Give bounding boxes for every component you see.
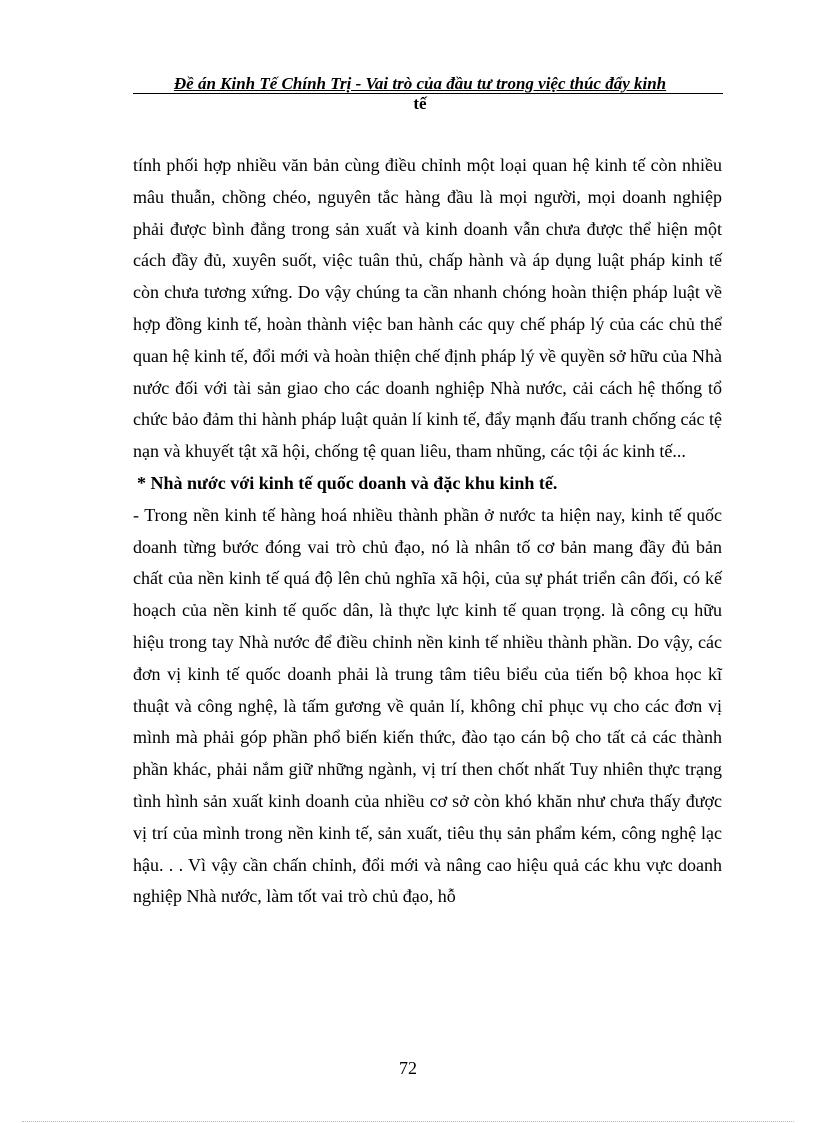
section-heading: * Nhà nước với kinh tế quốc doanh và đặc khu kinh tế. xyxy=(137,472,558,493)
header-title-line-1: Đề án Kinh Tế Chính Trị - Vai trò của đầu tư trong việc thúc đẩy kinh xyxy=(173,74,667,93)
page-bottom-edge xyxy=(22,1121,794,1122)
paragraph-1: tính phối hợp nhiều văn bản cùng điều chỉnh một loại quan hệ kinh tế còn nhiều mâu thuẫn, chồng chéo, nguyên tắc hàng đầu là mọi người, mọi doanh nghiệp phải được bình đẳng trong sản xuất và kinh doanh vẫn chưa được thể hiện một cách đầy đủ, xuyên suốt, việc tuân thủ, chấp hành và áp dụng luật pháp kinh tế còn chưa tương xứng. Do vậy chúng ta cần nhanh chóng hoàn thiện pháp luật về hợp đồng kinh tế, hoàn thành việc ban hành các quy chế pháp lý của các chủ thể quan hệ kinh tế, đổi mới và hoàn thiện chế định pháp lý về quyền sở hữu của Nhà nước đối với tài sản giao cho các doanh nghiệp Nhà nước, cải cách hệ thống tổ chức bảo đảm thi hành pháp luật quản lí kinh tế, đẩy mạnh đấu tranh chống các tệ nạn và khuyết tật xã hội, chống tệ quan liêu, tham nhũng, các tội ác kinh tế... xyxy=(133,155,722,462)
paragraph-2: - Trong nền kinh tế hàng hoá nhiều thành phần ở nước ta hiện nay, kinh tế quốc doanh từng bước đóng vai trò chủ đạo, nó là nhân tố cơ bản mang đầy đủ bản chất của nền kinh tế quá độ lên chủ nghĩa xã hội, của sự phát triển cân đối, có kế hoạch của nền kinh tế quốc dân, là thực lực kinh tế quan trọng. là công cụ hữu hiệu trong tay Nhà nước để điều chỉnh nền kinh tế nhiều thành phần. Do vậy, các đơn vị kinh tế quốc doanh phải là trung tâm tiêu biểu của tiến bộ khoa học kĩ thuật và công nghệ, là tấm gương về quản lí, không chỉ phục vụ cho các đơn vị mình mà phải góp phần phổ biến kiến thức, đào tạo cán bộ cho tất cả các thành phần khác, phải nắm giữ những ngành, vị trí then chốt nhất Tuy nhiên thực trạng tình hình sản xuất kinh doanh của nhiều cơ sở còn khó khăn như chưa thấy được vị trí của mình trong nền kinh tế, sản xuất, tiêu thụ sản phẩm kém, công nghệ lạc hậu. . . Vì vậy cần chấn chỉnh, đổi mới và nâng cao hiệu quả các khu vực doanh nghiệp Nhà nước, làm tốt vai trò chủ đạo, hỗ xyxy=(133,504,722,907)
page-header xyxy=(120,74,720,114)
page-number: 72 xyxy=(399,1058,417,1078)
body-text xyxy=(133,150,722,913)
header-title-line-2: tế xyxy=(413,94,427,113)
header-rule xyxy=(133,93,723,94)
